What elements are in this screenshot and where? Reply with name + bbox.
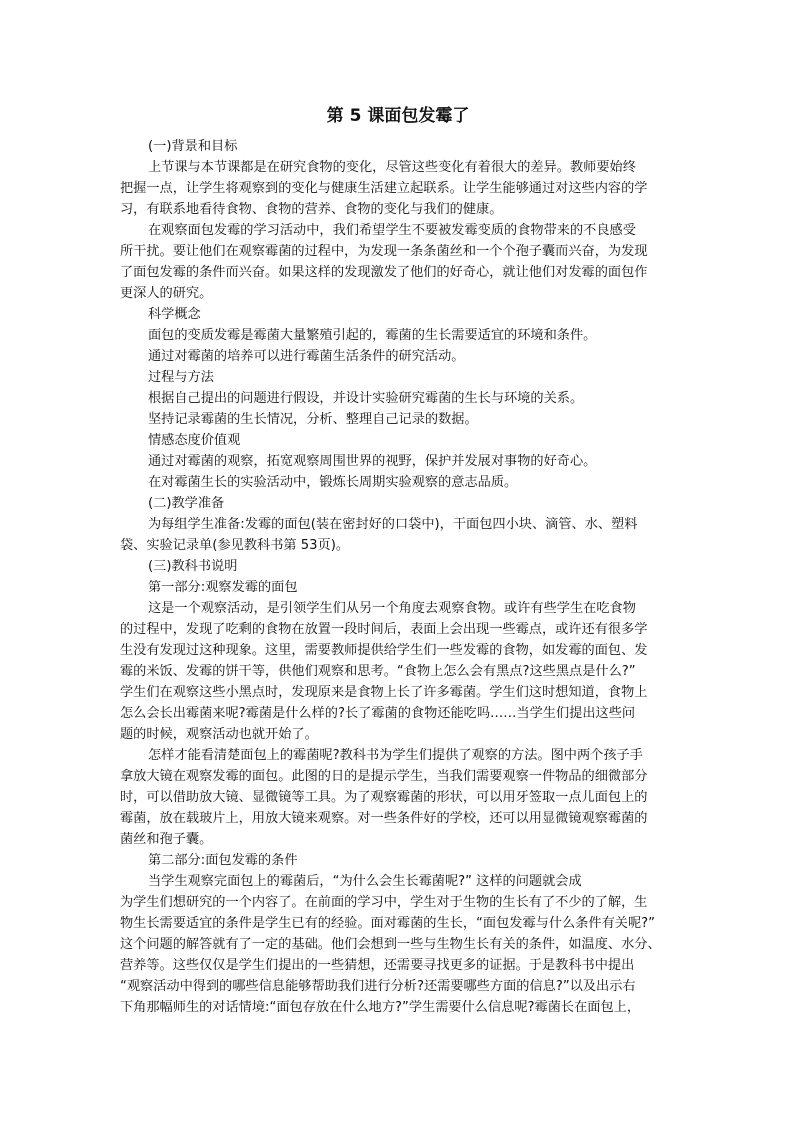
text-line: 时，可以借助放大镜、显微镜等工具。为了观察霉菌的形状，可以用牙签取一点儿面包上的 (120, 790, 648, 805)
text-line: 习，有联系地看待食物、食物的营养、食物的变化与我们的健康。 (120, 202, 503, 217)
text-line: (二)教学准备 (148, 496, 225, 511)
text-line: 物生长需要适宜的条件是学生已有的经验。面对霉菌的生长，“面包发霉与什么条件有关呢?” (120, 916, 655, 931)
text-line: 这个问题的解答就有了一定的基础。他们会想到一些与生物生长有关的条件，如温度、水分、 (120, 937, 661, 952)
document-title: 第 5 课面包发霉了 (326, 106, 470, 126)
text-line: 霉菌，放在载玻片上，用放大镜来观察。对一些条件好的学校，还可以用显微镜观察霉菌的 (120, 811, 648, 826)
text-line: “观察活动中得到的哪些信息能够帮助我们进行分析?还需要哪些方面的信息?”以及出示右 (120, 979, 636, 994)
text-line: 下角那幅师生的对话情境:“面包存放在什么地方?”学生需要什么信息呢?霉菌长在面包上， (120, 1000, 641, 1015)
text-line: 菌丝和孢子囊。 (120, 832, 213, 847)
text-line: 拿放大镜在观察发霉的面包。此图的日的是提示学生，当我们需要观察一件物品的细微部分 (120, 769, 648, 784)
text-line: 所干扰。要让他们在观察霉菌的过程中，为发现一条条菌丝和一个个孢子囊而兴奋，为发现 (120, 244, 648, 259)
text-line: 题的时候，观察活动也就开始了。 (120, 727, 318, 742)
text-line: 的过程中，发现了吃剩的食物在放置一段时间后，表面上会出现一些霉点，或许还有很多学 (120, 622, 648, 637)
text-line: 这是一个观察活动，是引领学生们从另一个角度去观察食物。或许有些学生在吃食物 (148, 601, 636, 616)
text-line: 过程与方法 (148, 370, 214, 385)
text-line: 更深人的研究。 (120, 286, 213, 301)
text-line: 科学概念 (148, 307, 201, 322)
text-line: 坚持记录霉菌的生长情况，分析、整理自己记录的数据。 (148, 412, 478, 427)
text-line: 怎样才能看清楚面包上的霉菌呢?教科书为学生们提供了观察的方法。图中两个孩子手 (148, 748, 643, 763)
text-line: 生没有发现过这种现象。这里，需要教师提供给学生们一些发霉的食物，如发霉的面包、发 (120, 643, 648, 658)
text-line: 怎么会长出霉菌来呢?霉菌是什么样的?长了霉菌的食物还能吃吗……当学生们提出这些问 (120, 706, 636, 721)
document-body (120, 136, 676, 1018)
text-line: 上节课与本节课都是在研究食物的变化，尽管这些变化有着很大的差异。教师要始终 (148, 160, 636, 175)
text-line: 在观察面包发霉的学习活动中，我们希望学生不要被发霉变质的食物带来的不良感受 (148, 223, 636, 238)
text-line: 霉的米饭、发霉的饼干等，供他们观察和思考。“食物上怎么会有黑点?这些黑点是什么?” (120, 664, 636, 679)
text-line: (一)背景和目标 (148, 139, 238, 154)
text-line: 学生们在观察这些小黑点时，发现原来是食物上长了许多霉菌。学生们这时想知道，食物上 (120, 685, 648, 700)
text-line: 把握一点，让学生将观察到的变化与健康生活建立起联系。让学生能够通过对这些内容的学 (120, 181, 648, 196)
text-line: 营养等。这些仅仅是学生们提出的一些猜想，还需要寻找更多的证据。于是教科书中提出 (120, 958, 635, 973)
text-line: 第二部分:面包发霉的条件 (148, 853, 298, 868)
text-line: 袋、实验记录单(参见教科书第 53页)。 (120, 538, 350, 553)
text-line: 通过对霉菌的培养可以进行霉菌生活条件的研究活动。 (148, 349, 465, 364)
text-line: 为学生们想研究的一个内容了。在前面的学习中，学生对于生物的生长有了不少的了解，生 (120, 895, 648, 910)
text-line: 在对霉菌生长的实验活动中，锻炼长周期实验观察的意志品质。 (148, 475, 518, 490)
text-line: (三)教科书说明 (148, 559, 238, 574)
text-line: 通过对霉菌的观察，拓宽观察周围世界的视野，保护并发展对事物的好奇心。 (148, 454, 597, 469)
text-line: 面包的变质发霉是霉菌大量繁殖引起的，霉菌的生长需要适宜的环境和条件。 (148, 328, 597, 343)
text-line: 第一部分:观察发霉的面包 (148, 580, 298, 595)
text-line: 根据自己提出的问题进行假设，并设计实验研究霉菌的生长与环境的关系。 (148, 391, 584, 406)
text-line: 了面包发霉的条件而兴奋。如果这样的发现激发了他们的好奇心，就让他们对发霉的面包作 (120, 265, 648, 280)
text-line: 当学生观察完面包上的霉菌后，“为什么会生长霉菌呢?” 这样的问题就会成 (148, 874, 582, 889)
text-line: 为每组学生准备:发霉的面包(装在密封好的口袋中)，干面包四小块、滴管、水、塑料 (148, 517, 638, 532)
document-page (120, 100, 676, 1018)
text-line: 情感态度价值观 (148, 433, 241, 448)
